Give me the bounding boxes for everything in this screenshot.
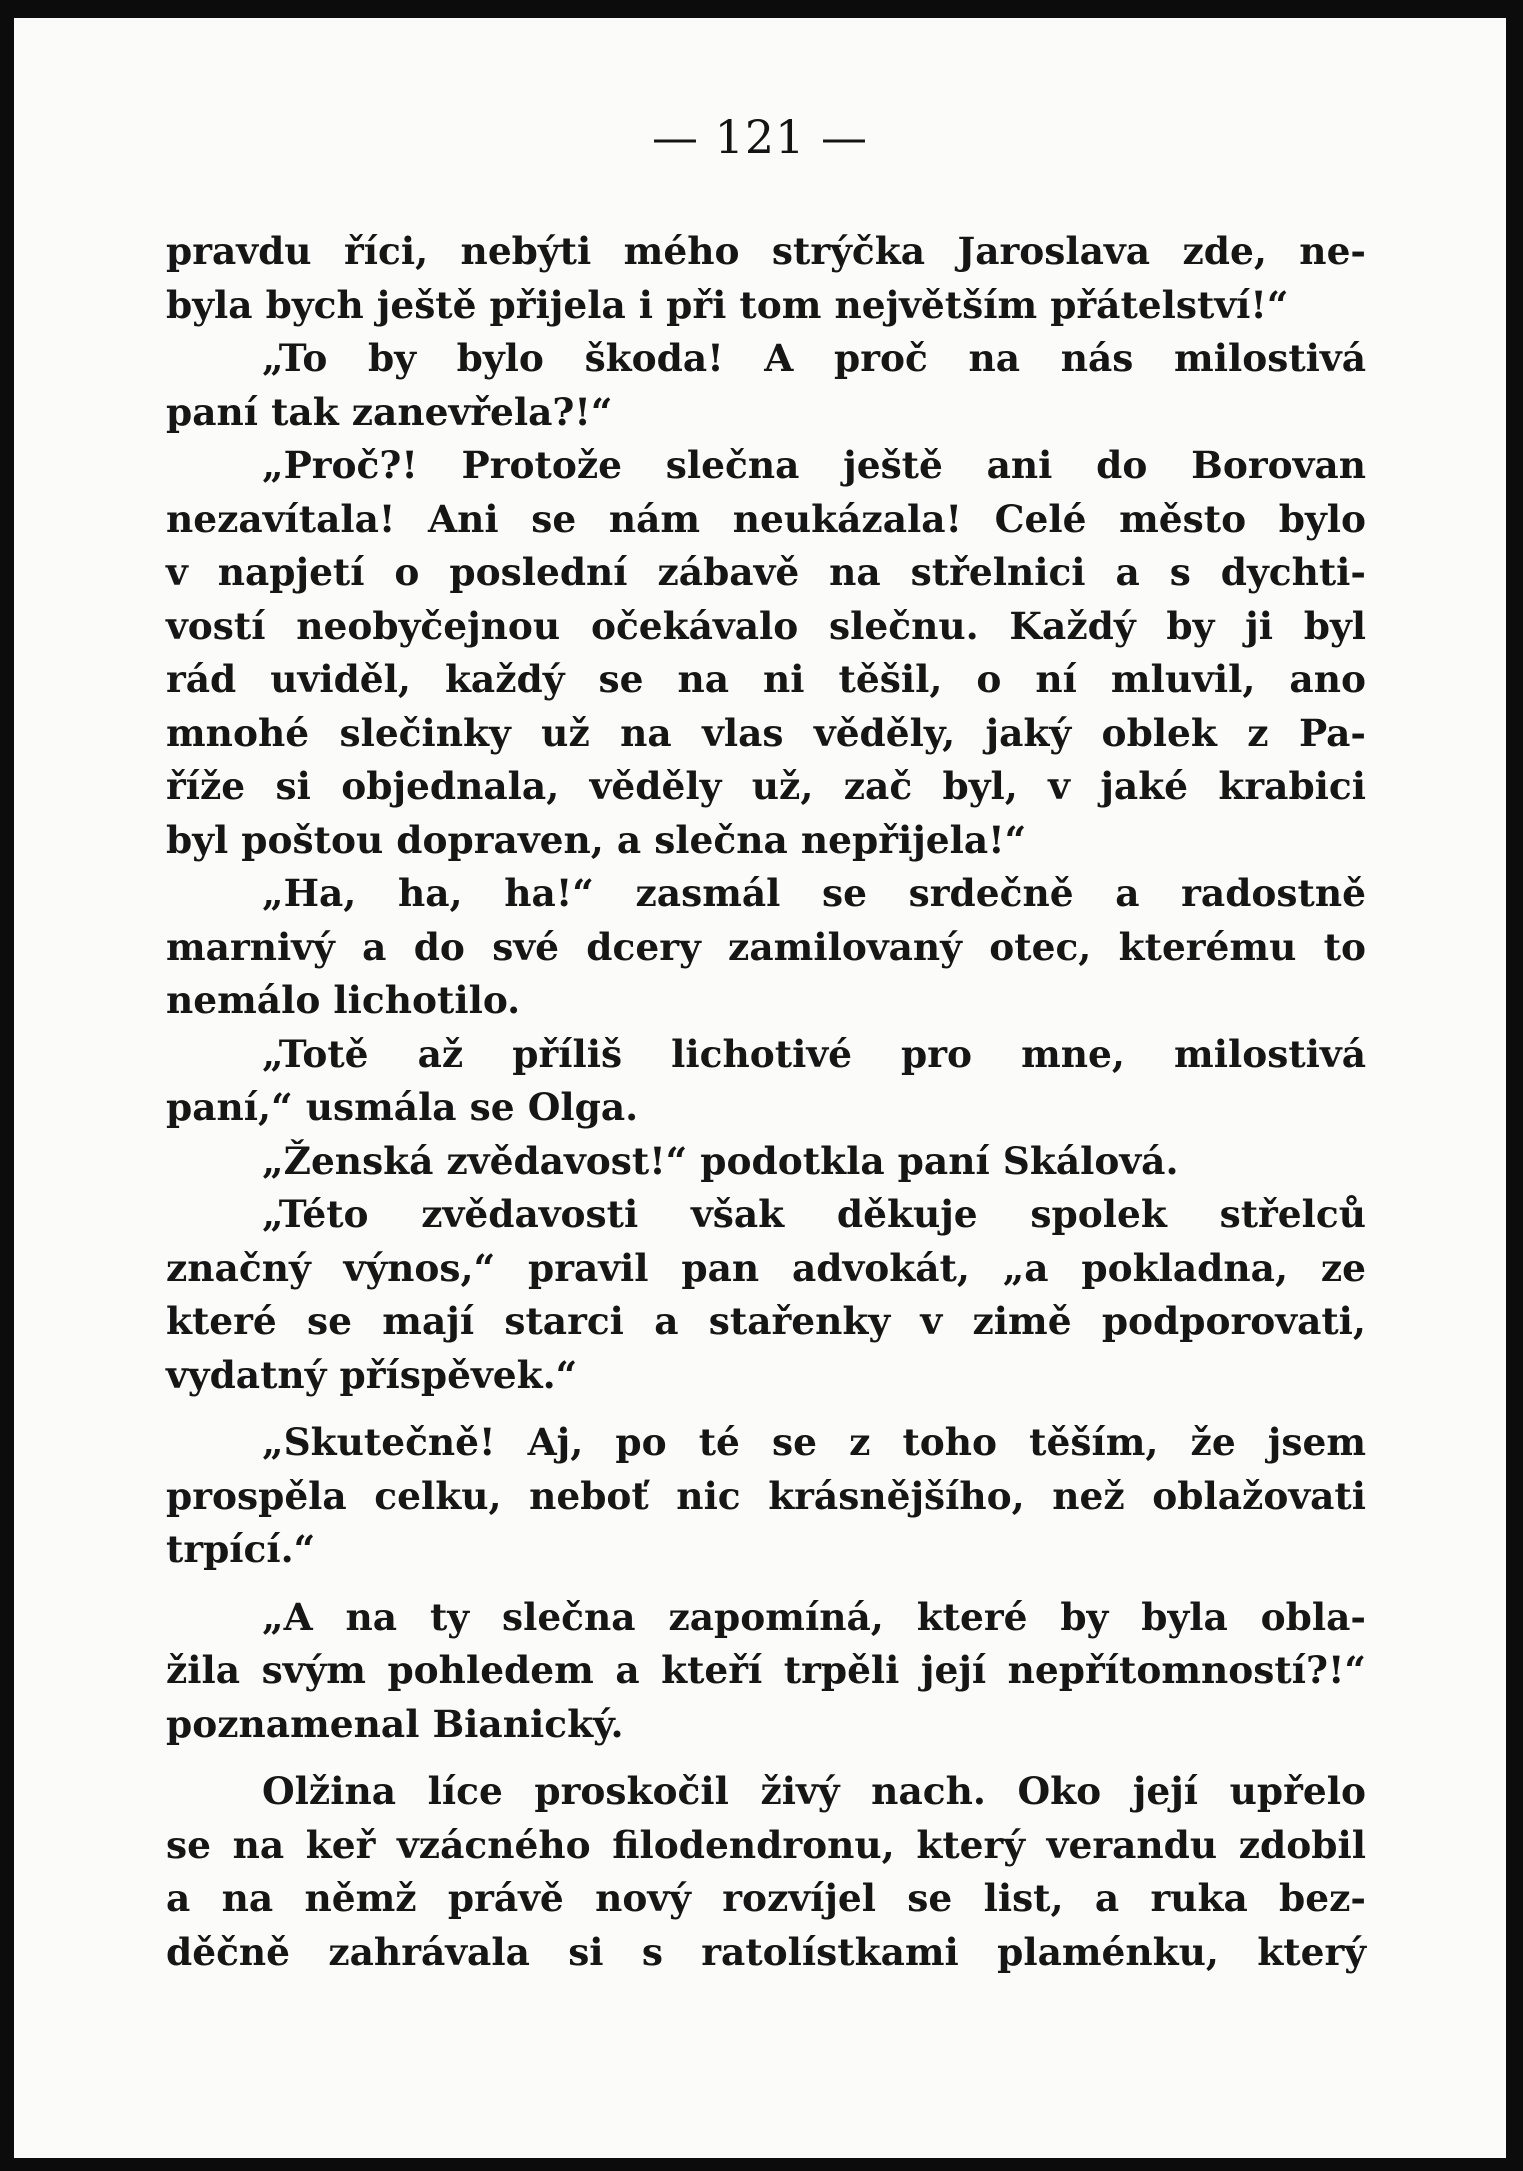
paragraph-gap (166, 1577, 1366, 1591)
book-page (14, 18, 1506, 2158)
text-line: vydatný příspěvek.“ (166, 1352, 578, 1397)
text-line: a na němž právě nový rozvíjel se list, a ruka bez- (166, 1876, 1366, 1920)
text-line: nemálo lichotilo. (166, 978, 521, 1022)
scan-border-top (0, 0, 1523, 18)
text-line: poznamenal Bianický. (166, 1701, 624, 1746)
text-line: rád uviděl, každý se na ni těšil, o ní mluvil, ano (166, 657, 1366, 701)
text-line: se na keř vzácného filodendronu, který verandu zdobil (166, 1822, 1366, 1867)
text-line: „A na ty slečna zapomíná, které by byla obla- (262, 1594, 1366, 1639)
scan-border-bottom (0, 2158, 1523, 2171)
text-line: pravdu říci, nebýti mého strýčka Jaroslava zde, ne- (166, 229, 1366, 273)
text-line: paní,“ usmála se Olga. (166, 1085, 639, 1129)
text-line: „Totě až příliš lichotivé pro mne, milostivá (262, 1031, 1366, 1076)
scan-border-right (1506, 0, 1523, 2171)
text-line: děčně zahrávala si s ratolístkami plaménku, který (166, 1929, 1366, 1974)
text-line: „Ženská zvědavost!“ podotkla paní Skálová. (262, 1138, 1179, 1183)
text-line: prospěla celku, neboť nic krásnějšího, než oblažovati (166, 1473, 1366, 1518)
text-line: paní tak zanevřela?!“ (166, 389, 613, 434)
text-line: „Této zvědavosti však děkuje spolek střelců (262, 1192, 1366, 1236)
text-line: nezavítala! Ani se nám neukázala! Celé město bylo (166, 496, 1366, 541)
scan-border-left (0, 0, 14, 2171)
text-line: trpící.“ (166, 1527, 316, 1571)
text-line: byl poštou dopraven, a slečna nepřijela!“ (166, 817, 1027, 862)
text-line: „Ha, ha, ha!“ zasmál se srdečně a radostně (262, 871, 1366, 915)
text-line: „To by bylo škoda! A proč na nás milostivá (262, 336, 1366, 380)
text-line: žila svým pohledem a kteří trpěli její nepřítomností?!“ (166, 1648, 1366, 1692)
body-text (166, 225, 1366, 1979)
text-line: v napjetí o poslední zábavě na střelnici a s dychti- (166, 550, 1366, 594)
text-line: značný výnos,“ pravil pan advokát, „a pokladna, ze (166, 1245, 1366, 1290)
page-number: — 121 — (651, 110, 869, 164)
text-line: byla bych ještě přijela i při tom největším přátelství!“ (166, 282, 1289, 327)
text-line: „Skutečně! Aj, po té se z toho těším, že jsem (262, 1420, 1366, 1464)
text-line: mnohé slečinky už na vlas věděly, jaký oblek z Pa- (166, 710, 1366, 755)
paragraph-gap (166, 1751, 1366, 1765)
text-line: říže si objednala, věděly už, zač byl, v jaké krabici (166, 764, 1366, 808)
text-line: které se mají starci a stařenky v zimě podporovati, (166, 1299, 1366, 1343)
paragraph-gap (166, 1402, 1366, 1416)
text-line: vostí neobyčejnou očekávalo slečnu. Každý by ji byl (166, 603, 1366, 648)
text-line: „Proč?! Protože slečna ještě ani do Borovan (262, 443, 1366, 487)
text-line: Olžina líce proskočil živý nach. Oko její upřelo (262, 1769, 1366, 1813)
text-line: marnivý a do své dcery zamilovaný otec, kterému to (166, 924, 1366, 969)
